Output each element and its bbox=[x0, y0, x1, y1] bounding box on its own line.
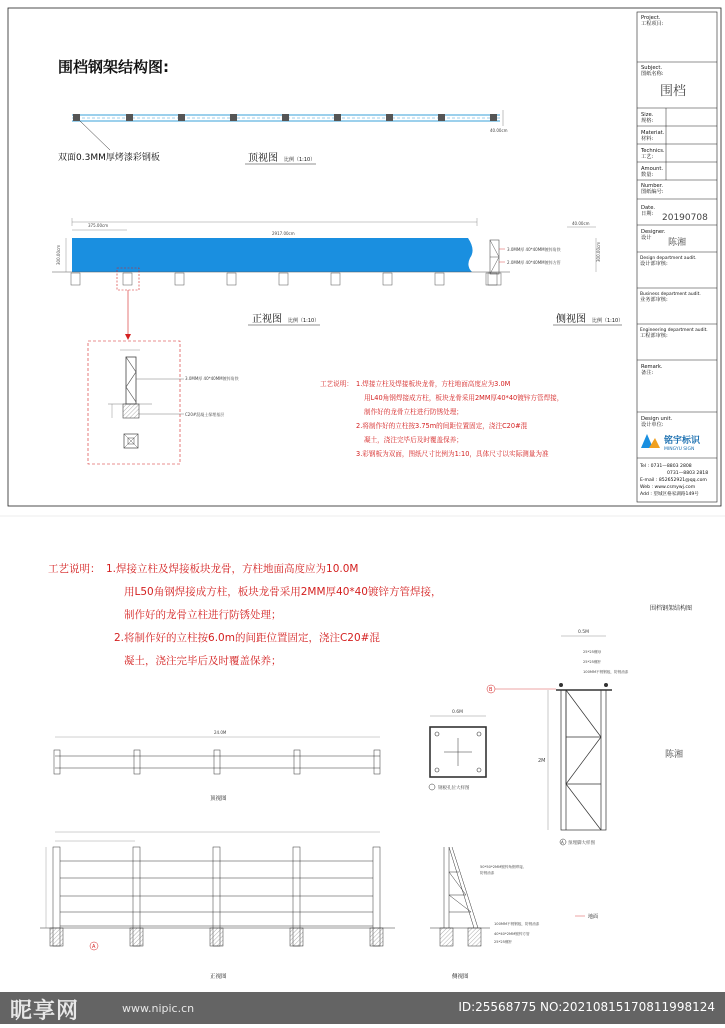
tb-subject-cn: 图纸名称: bbox=[641, 71, 664, 77]
top-process-line-4: 2.将制作好的立柱按3.75m的间距位置固定，浇注C20#混 bbox=[356, 422, 528, 430]
tb-date-label: Date. bbox=[641, 205, 656, 211]
top-view-title: 顶视图 bbox=[248, 153, 278, 164]
tb-designer-label: Designer. bbox=[641, 229, 666, 235]
column-note-2: 25*25螺杆 bbox=[583, 660, 602, 664]
column-note-1: 25*25螺母 bbox=[583, 650, 602, 654]
bottom-process-line-2: 用L50角钢焊接成方柱，板块龙骨采用2MM厚40*40镀锌方管焊接， bbox=[124, 586, 442, 598]
side-view-scale: 比例（1:10） bbox=[592, 318, 624, 324]
panel-leader-line bbox=[80, 121, 110, 150]
tb-tel2: 0731—8803 2818 bbox=[667, 471, 709, 476]
tb-bda-label: Business department audit. bbox=[640, 292, 701, 297]
tb-size-cn: 规格: bbox=[641, 118, 654, 124]
watermark-url: www.nipic.cn bbox=[122, 1002, 195, 1015]
side-note-b3: 100MM不锈钢板，防锈油漆 bbox=[494, 922, 540, 926]
panel-label: 双面0.3MM厚烤漆彩钢板 bbox=[58, 153, 160, 163]
column-height-dim: 2M bbox=[538, 758, 546, 764]
tb-technics-cn: 工艺: bbox=[641, 154, 654, 160]
side-note-b1: 50*50*2MM镀锌角钢焊接, bbox=[480, 865, 524, 869]
tb-date-cn: 日期: bbox=[641, 211, 654, 217]
circle-a-column: A bbox=[561, 840, 564, 845]
tb-size-label: Size. bbox=[641, 112, 654, 118]
top-view-drawing bbox=[72, 110, 508, 133]
top-title: 围档钢架结构图: bbox=[58, 58, 169, 76]
tb-eda-label: Engineering department audit. bbox=[640, 328, 708, 333]
bottom-top-view bbox=[54, 737, 380, 774]
circle-b: B bbox=[489, 687, 493, 693]
tb-addr: Add : 望城区格家湖路149号 bbox=[640, 492, 699, 497]
column-detail-label: 预埋脚大样图 bbox=[568, 841, 595, 846]
bottom-front-view-label: 正视图 bbox=[210, 974, 227, 980]
tb-technics-label: Technics. bbox=[641, 148, 665, 154]
tb-web: Web : www.csmywj.com bbox=[640, 485, 696, 490]
hole-detail bbox=[430, 727, 486, 777]
tb-number-cn: 图纸编号: bbox=[641, 189, 664, 195]
tb-bda-cn: 业务部审核: bbox=[640, 297, 668, 303]
top-process-line-2: 用L40角钢焊接成方柱，板块龙骨采用2MM厚40*40镀锌方管焊接， bbox=[364, 394, 564, 402]
top-process-line-3: 制作好的龙骨立柱进行防锈处理； bbox=[364, 408, 463, 416]
side-width-dim: 40.00cm bbox=[572, 221, 590, 226]
tb-unit-cn: 设计单位: bbox=[641, 422, 664, 428]
tb-material-label: Materiat. bbox=[641, 130, 665, 136]
side-note-b4: 40*40*2MM镀锌方管 bbox=[494, 932, 530, 936]
tb-designer-value: 陈湘 bbox=[668, 238, 687, 248]
tb-number-label: Number. bbox=[641, 183, 664, 189]
detail-note-1: 3.0MM厚 40*40MM镀锌角铁 bbox=[185, 376, 239, 381]
bottom-side-view-label: 侧视图 bbox=[452, 974, 469, 980]
detail-column bbox=[108, 350, 152, 448]
top-process-title: 工艺说明： bbox=[320, 380, 353, 388]
column-top-dim: 0.5M bbox=[578, 630, 590, 635]
ground-label: 地面 bbox=[588, 914, 599, 920]
tb-dda-label: Design department audit. bbox=[640, 256, 697, 261]
front-view-title: 正视图 bbox=[252, 314, 282, 325]
bottom-process-line-5: 凝土，浇注完毕后及时覆盖保养； bbox=[124, 655, 282, 667]
hole-width-dim: 0.6M bbox=[452, 710, 464, 715]
side-height-dim: 300.00cm bbox=[596, 241, 601, 262]
bottom-front-view bbox=[40, 832, 395, 946]
tb-eda-cn: 工程部审核: bbox=[640, 333, 668, 339]
tb-project-label: Project. bbox=[641, 15, 661, 21]
column-note-3: 100MM不锈钢板，防锈油漆 bbox=[583, 670, 629, 674]
tb-subject-value: 围档 bbox=[660, 84, 687, 99]
side-note-b2: 防锈油漆 bbox=[480, 871, 495, 875]
tb-amount-label: Amount. bbox=[641, 166, 664, 172]
front-view-scale: 比例（1:10） bbox=[288, 318, 320, 324]
tb-dda-cn: 设计部审核: bbox=[640, 261, 668, 267]
side-note-1: 3.0MM厚 40*40MM镀锌角铁 bbox=[507, 247, 561, 252]
column-detail bbox=[548, 690, 612, 830]
top-width-dim: 40.00cm bbox=[490, 128, 508, 133]
detail-note-2: C20#混凝土保埋基层 bbox=[185, 412, 225, 417]
tb-email: E-mail : 852652921@qq.com bbox=[640, 478, 707, 483]
bottom-right-title: 围档钢架结构图 bbox=[650, 605, 693, 612]
tb-remark-cn: 备注: bbox=[641, 370, 654, 376]
side-note-2: 2.0MM厚 40*40MM镀锌方管 bbox=[507, 260, 561, 265]
tb-company-en: MINGYU SIGN bbox=[664, 447, 695, 452]
bottom-process-line-3: 制作好的龙骨立柱进行防锈处理； bbox=[124, 609, 282, 621]
tb-company-cn: 铭宇标识 bbox=[664, 436, 701, 446]
bottom-side-view bbox=[430, 847, 490, 946]
detail-box bbox=[88, 341, 180, 464]
post-gap-dim: 375.00cm bbox=[88, 223, 109, 228]
circle-a-front: A bbox=[92, 944, 96, 950]
bottom-process-title: 工艺说明： bbox=[48, 563, 101, 575]
hole-detail-label: 钢板孔位大样图 bbox=[438, 786, 470, 791]
total-length-dim: 2917.00cm bbox=[272, 231, 295, 236]
tb-unit-label: Design unit. bbox=[641, 416, 673, 422]
tb-subject-label: Subject. bbox=[641, 65, 663, 71]
side-note-b5: 25*25螺杆 bbox=[494, 940, 513, 944]
tb-remark-label: Remark. bbox=[641, 364, 663, 370]
tb-designer-cn: 设计 bbox=[641, 235, 652, 241]
top-process-line-5: 凝土，浇注完毕后及时覆盖保养； bbox=[364, 436, 463, 444]
bottom-top-length: 24.0M bbox=[214, 730, 227, 735]
top-process-line-6: 3.彩钢板为双面，图纸尺寸比例为1:10，具体尺寸以实际测量为准 bbox=[356, 450, 549, 458]
watermark-bar bbox=[0, 992, 725, 1024]
bottom-process-line-1: 1.焊接立柱及焊接板块龙骨，方柱地面高度应为10.0M bbox=[106, 563, 359, 575]
tb-amount-cn: 数量: bbox=[641, 172, 654, 178]
tb-project-cn: 工程项目: bbox=[641, 21, 664, 27]
tb-material-cn: 材料: bbox=[641, 136, 654, 142]
company-logo-icon bbox=[641, 434, 660, 448]
watermark-id: ID:25568775 NO:20210815170811998124 bbox=[458, 1000, 715, 1014]
top-view-scale: 比例（1:10） bbox=[284, 157, 316, 163]
tb-tel: Tel : 0731—8803 2808 bbox=[640, 464, 692, 469]
bottom-process-line-4: 2.将制作好的立柱按6.0m的间距位置固定，浇注C20#混 bbox=[114, 632, 380, 644]
bottom-right-name: 陈湘 bbox=[665, 750, 684, 760]
tb-date-value: 20190708 bbox=[662, 213, 708, 223]
top-process-line-1: 1.焊接立柱及焊接板块龙骨，方柱地面高度应为3.0M bbox=[356, 380, 511, 388]
watermark-logo: 昵享网 bbox=[10, 999, 80, 1024]
front-height-dim: 300.00cm bbox=[56, 244, 61, 265]
color-steel-panel bbox=[72, 238, 473, 272]
front-view-drawing bbox=[52, 218, 596, 290]
bottom-top-view-label: 顶视图 bbox=[210, 796, 227, 802]
side-view-title: 侧视图 bbox=[556, 314, 586, 325]
